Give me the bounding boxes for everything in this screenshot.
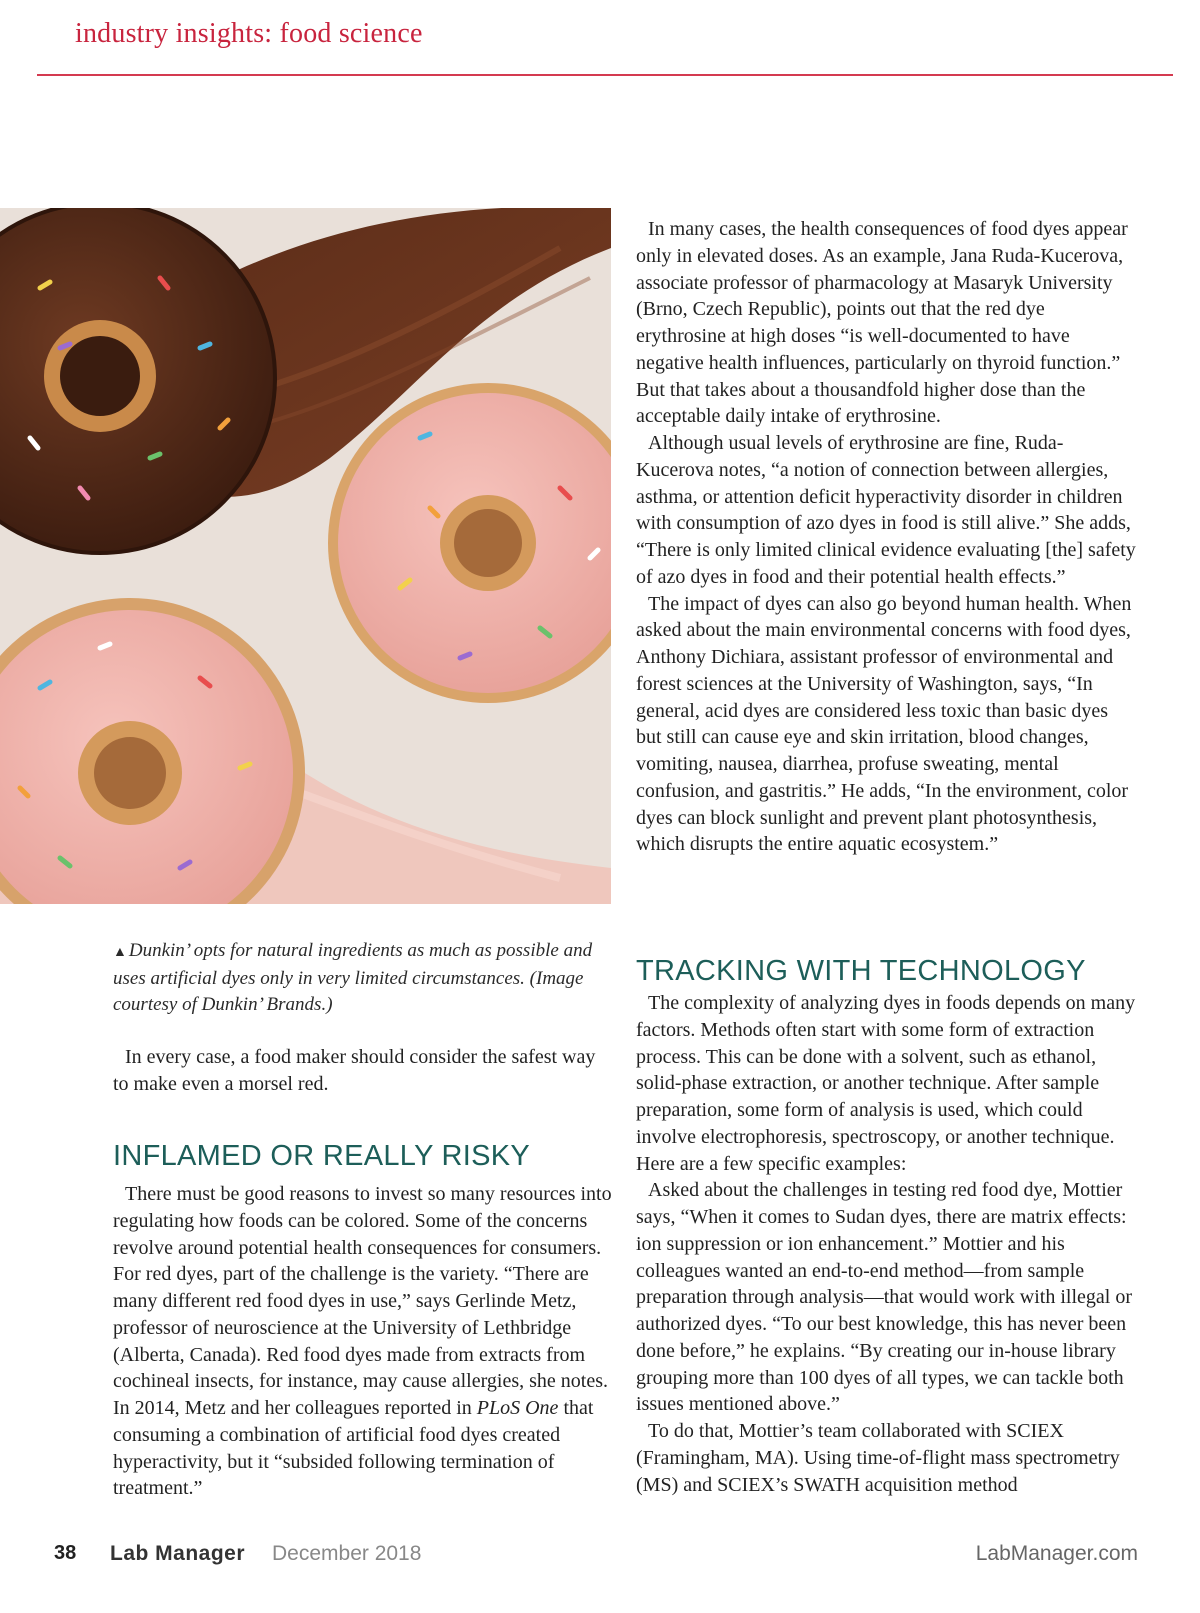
paragraph-sciex: To do that, Mottier’s team collaborated with SCIEX (Framingham, MA). Using time-of-flight mass spectrometry (MS) and SCIEX’s SWATH acquisition method — [636, 1420, 1120, 1496]
section-heading-tracking: TRACKING WITH TECHNOLOGY — [636, 955, 1086, 987]
paragraph-sudan-dyes: Asked about the challenges in testing red food dye, Mottier says, “When it comes to Sudan dyes, there are matrix effects: ion suppression or ion enhancement.” Mottier and his colleagues wanted an end-to-end method—from sample preparation through analysis—that would work with illegal or authorized dyes. “To our best knowledge, this has never been done before,” he explains. “By creating our in-house library grouping more than 100 dyes of all types, we can tackle both issues mentioned above.” — [636, 1179, 1133, 1416]
issue-date: December 2018 — [272, 1542, 422, 1565]
donuts-photo — [0, 208, 611, 904]
paragraph-elevated-doses: In many cases, the health consequences of food dyes appear only in elevated doses. As an example, Jana Ruda-Kucerova, associate professor of pharmacology at Masaryk University (Brno, Czech Republic), points out that the red dye erythrosine at high doses “is well-documented to have negative health influences, particularly on thyroid function.” But that takes about a thousandfold higher dose than the acceptable daily intake of erythrosine. — [636, 218, 1128, 428]
photo-caption — [113, 938, 613, 1018]
website-link[interactable]: LabManager.com — [975, 1542, 1138, 1565]
paragraph-text: There must be good reasons to invest so many resources into regulating how foods can be colored. Some of the concerns revolve around potential health consequences for consumers. For red dyes, part of the challenge is the variety. “There are many different red food dyes in use,” says Gerlinde Metz, professor of neuroscience at the University of Lethbridge (Alberta, Canada). Red food dyes made from extracts from cochineal insects, for instance, may cause allergies, she notes. In 2014, Metz and her colleagues reported in — [113, 1183, 612, 1419]
header-rule — [37, 74, 1173, 76]
section-header: industry insights: food science — [75, 18, 423, 49]
intro-paragraph-block — [113, 1044, 613, 1098]
intro-paragraph: In every case, a food maker should consider the safest way to make even a morsel red. — [113, 1046, 596, 1095]
caption-marker-icon: ▲ — [113, 945, 127, 960]
magazine-name: Lab Manager — [110, 1542, 246, 1565]
right-column-text-top — [636, 216, 1136, 858]
paragraph-metz — [113, 1181, 613, 1502]
paragraph-text: that consuming a combination of artificial food dyes created hyperactivity, but it “subsided following termination of treatment.” — [113, 1397, 594, 1500]
caption-text: Dunkin’ opts for natural ingredients as much as possible and uses artificial dyes only in very limited circumstances. (Image courtesy of Dunkin’ Brands.) — [113, 940, 593, 1015]
paragraph-erythrosine: Although usual levels of erythrosine are fine, Ruda-Kucerova notes, “a notion of connection between allergies, asthma, or attention deficit hyperactivity disorder in children with consumption of azo dyes in food is still alive.” She adds, “There is only limited clinical evidence evaluating [the] safety of azo dyes in food and their potential health effects.” — [636, 432, 1136, 588]
page-number: 38 — [54, 1542, 77, 1564]
section-heading-inflamed: INFLAMED OR REALLY RISKY — [113, 1140, 531, 1172]
left-column-text — [113, 1181, 613, 1502]
journal-title: PLoS One — [476, 1397, 559, 1419]
paragraph-analysis: The complexity of analyzing dyes in foods depends on many factors. Methods often start with some form of extraction process. This can be done with a solvent, such as ethanol, solid-phase extraction, or another technique. After sample preparation, some form of analysis is used, which could involve electrophoresis, spectroscopy, or another technique. Here are a few specific examples: — [636, 992, 1136, 1175]
donuts-illustration — [0, 208, 611, 904]
paragraph-environment: The impact of dyes can also go beyond human health. When asked about the main environmental concerns with food dyes, Anthony Dichiara, assistant professor of environmental and forest sciences at the University of Washington, says, “In general, acid dyes are considered less toxic than basic dyes but still can cause eye and skin irritation, blood changes, vomiting, nausea, diarrhea, profuse sweating, mental confusion, and gastritis.” He adds, “In the environment, color dyes can block sunlight and prevent plant photosynthesis, which disrupts the entire aquatic ecosystem.” — [636, 592, 1132, 856]
right-column-text-bottom — [636, 990, 1136, 1498]
